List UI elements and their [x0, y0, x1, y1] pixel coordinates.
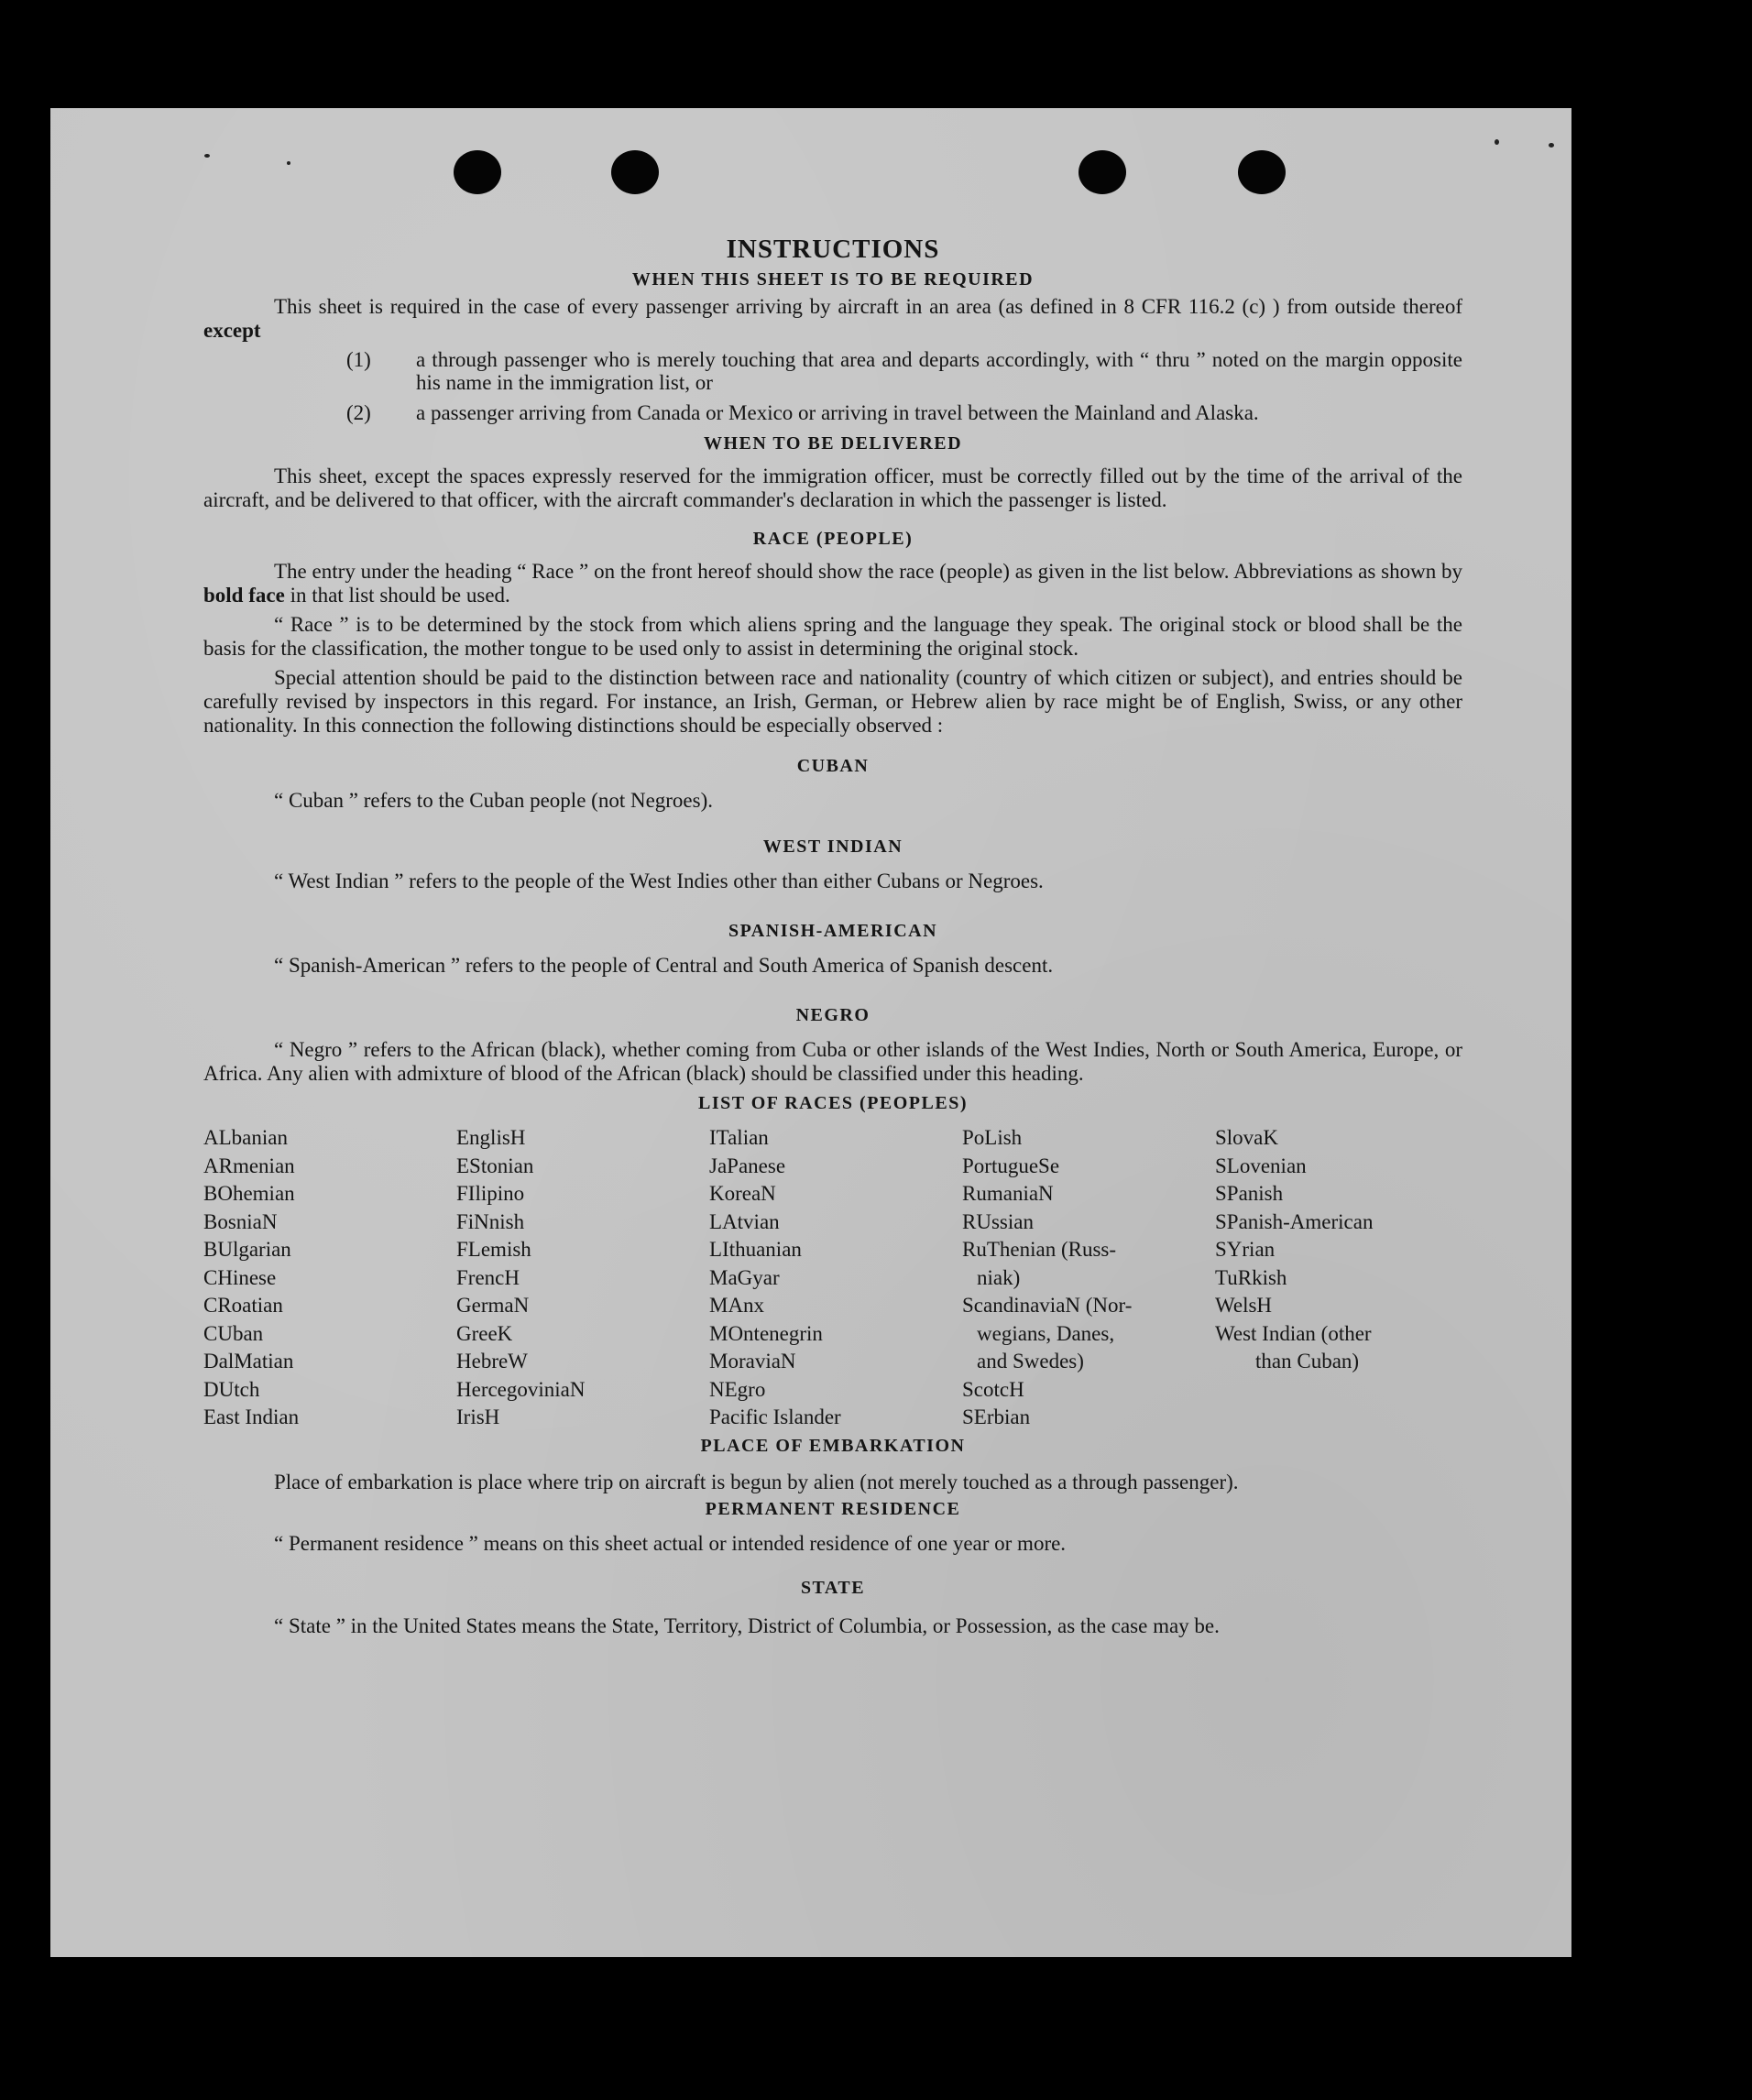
race-entry: and Swedes): [977, 1350, 1084, 1373]
section-race: [203, 527, 1462, 738]
race-entry: wegians, Danes,: [977, 1321, 1115, 1345]
race-entry: niak): [977, 1265, 1021, 1289]
punch-hole: [454, 150, 501, 194]
race-entry: CUban: [203, 1321, 264, 1345]
section-heading: WHEN THIS SHEET IS TO BE REQUIRED: [631, 269, 1035, 290]
punch-hole: [1079, 150, 1126, 194]
section-negro: [203, 1003, 1462, 1086]
race-entry: KoreaN: [709, 1182, 776, 1205]
section-heading: WEST INDIAN: [762, 837, 903, 857]
section-embarkation: [203, 1434, 1462, 1497]
section-heading: STATE: [800, 1577, 866, 1598]
section-residence: [203, 1497, 1462, 1556]
race-entry: FIlipino: [456, 1182, 525, 1205]
races-list: [203, 1124, 1462, 1432]
race-entry: SPanish: [1215, 1182, 1284, 1205]
section-heading: SPANISH-AMERICAN: [728, 921, 938, 941]
race-entry: GermaN: [456, 1294, 530, 1317]
race-entry: BOhemian: [203, 1182, 295, 1205]
section-spanish-american: [203, 919, 1462, 978]
race-entry: LAtvian: [709, 1209, 780, 1233]
section-heading: PLACE OF EMBARKATION: [700, 1435, 966, 1456]
race-entry: CRoatian: [203, 1294, 283, 1317]
race-entry: East Indian: [203, 1405, 300, 1428]
race-entry: SYrian: [1215, 1238, 1276, 1261]
paper-speck: [1495, 139, 1499, 145]
race-entry: SLovenian: [1215, 1154, 1307, 1177]
races-column: [709, 1124, 962, 1432]
race-entry: WelsH: [1215, 1294, 1273, 1317]
section-text: “ Cuban ” refers to the Cuban people (not Negroes).: [274, 789, 714, 812]
section-west-indian: [203, 835, 1462, 893]
race-entry: West Indian (other: [1215, 1321, 1372, 1345]
race-entry: RumaniaN: [962, 1182, 1054, 1205]
race-entry: DalMatian: [203, 1350, 294, 1373]
exception-item: (1) a through passenger who is merely touching that area and departs accordingly, with “ thru ” noted on the margin opposite his name in the immigration list, or: [346, 348, 1462, 394]
section-text: “ State ” in the United States means the State, Territory, District of Columbia, or Possession, as the case may be.: [274, 1613, 1220, 1637]
race-entry: SPanish-American: [1215, 1209, 1374, 1233]
race-entry: HercegoviniaN: [456, 1377, 586, 1401]
instructions-body: [203, 235, 1462, 1642]
race-entry: BUlgarian: [203, 1238, 291, 1261]
race-entry: HebreW: [456, 1350, 528, 1373]
race-entry: JaPanese: [709, 1154, 786, 1177]
race-entry: BosniaN: [203, 1209, 278, 1233]
section-delivered: [203, 432, 1462, 512]
races-column: [203, 1124, 456, 1432]
section-text: “ Negro ” refers to the African (black), whether coming from Cuba or other islands of the West Indies, North or South America, Europe, or Africa. Any alien with admixture of blood of the African (black) should be classified under this heading.: [203, 1038, 1462, 1085]
race-entry: SlovaK: [1215, 1126, 1278, 1149]
section-cuban: [203, 754, 1462, 813]
race-entry: Pacific Islander: [709, 1405, 841, 1428]
race-entry: FiNnish: [456, 1209, 525, 1233]
section-text: This sheet, except the spaces expressly reserved for the immigration officer, must be correctly filled out by the time of the arrival of the aircraft, and be delivered to that officer, with the aircraft commander's declaration in which the passenger is listed.: [203, 465, 1462, 511]
race-entry: SErbian: [962, 1405, 1031, 1428]
section-text: The entry under the heading “ Race ” on the front hereof should show the race (people) as given in the list below. Abbreviations as shown by bold face in that list should be used.: [203, 560, 1462, 607]
section-heading: NEGRO: [795, 1005, 871, 1025]
race-entry: NEgro: [709, 1377, 766, 1401]
race-entry: DUtch: [203, 1377, 260, 1401]
race-entry: EnglisH: [456, 1126, 526, 1149]
race-entry: ScotcH: [962, 1377, 1024, 1401]
race-entry: ITalian: [709, 1126, 769, 1149]
punch-hole: [1238, 150, 1286, 194]
section-text: This sheet is required in the case of every passenger arriving by aircraft in an area (as defined in 8 CFR 116.2 (c) ) from outside thereof except: [203, 295, 1462, 342]
paper-speck: [1549, 143, 1554, 148]
race-entry: MaGyar: [709, 1265, 780, 1289]
race-entry: ScandinaviaN (Nor-: [962, 1294, 1133, 1317]
race-entry: FLemish: [456, 1238, 531, 1261]
section-heading: CUBAN: [796, 756, 870, 776]
race-entry: ARmenian: [203, 1154, 295, 1177]
race-entry: EStonian: [456, 1154, 534, 1177]
section-text: Place of embarkation is place where trip on aircraft is begun by alien (not merely touched as a through passenger).: [274, 1470, 1239, 1493]
section-text: “ Race ” is to be determined by the stock from which aliens spring and the language they speak. The original stock or blood shall be the basis for the classification, the mother tongue to be used only to assist in determining the original stock.: [203, 613, 1462, 660]
race-entry: than Cuban): [1255, 1350, 1360, 1373]
paper-speck: [287, 161, 290, 165]
race-entry: LIthuanian: [709, 1238, 802, 1261]
race-entry: MoraviaN: [709, 1350, 796, 1373]
races-column: [1215, 1124, 1462, 1432]
race-entry: PoLish: [962, 1126, 1023, 1149]
section-required: [203, 268, 1462, 424]
section-heading: RACE (PEOPLE): [752, 529, 914, 549]
section-heading: PERMANENT RESIDENCE: [705, 1498, 961, 1519]
race-entry: RuThenian (Russ-: [962, 1238, 1117, 1261]
races-column: [456, 1124, 709, 1432]
race-entry: CHinese: [203, 1265, 277, 1289]
race-entry: ALbanian: [203, 1126, 288, 1149]
section-state: [203, 1576, 1462, 1642]
section-heading: WHEN TO BE DELIVERED: [703, 433, 963, 454]
exception-list: [203, 348, 1462, 424]
section-heading: LIST OF RACES (PEOPLES): [697, 1093, 968, 1113]
race-entry: MOntenegrin: [709, 1321, 823, 1345]
section-text: “ Permanent residence ” means on this sheet actual or intended residence of one year or more.: [274, 1531, 1067, 1555]
section-text: Special attention should be paid to the distinction between race and nationality (country of which citizen or subject), and entries should be carefully revised by inspectors in this regard. For instance, an Irish, German, or Hebrew alien by race might be of English, Swiss, or any other nationality. In this connection the following distinctions should be especially observed :: [203, 666, 1462, 737]
race-entry: MAnx: [709, 1294, 765, 1317]
punch-hole: [611, 150, 659, 194]
race-entry: IrisH: [456, 1405, 500, 1428]
page-title: INSTRUCTIONS: [726, 235, 940, 264]
race-entry: GreeK: [456, 1321, 513, 1345]
race-entry: FrencH: [456, 1265, 520, 1289]
section-races: [203, 1091, 1462, 1432]
race-entry: PortugueSe: [962, 1154, 1060, 1177]
section-text: “ West Indian ” refers to the people of the West Indies other than either Cubans or Negroes.: [274, 870, 1044, 892]
races-column: [962, 1124, 1215, 1432]
document-sheet: [50, 108, 1571, 1957]
paper-speck: [204, 154, 210, 158]
section-text: “ Spanish-American ” refers to the people of Central and South America of Spanish descent.: [274, 954, 1054, 977]
race-entry: RUssian: [962, 1209, 1034, 1233]
race-entry: TuRkish: [1215, 1265, 1287, 1289]
exception-item: (2) a passenger arriving from Canada or Mexico or arriving in travel between the Mainland and Alaska.: [346, 401, 1259, 424]
